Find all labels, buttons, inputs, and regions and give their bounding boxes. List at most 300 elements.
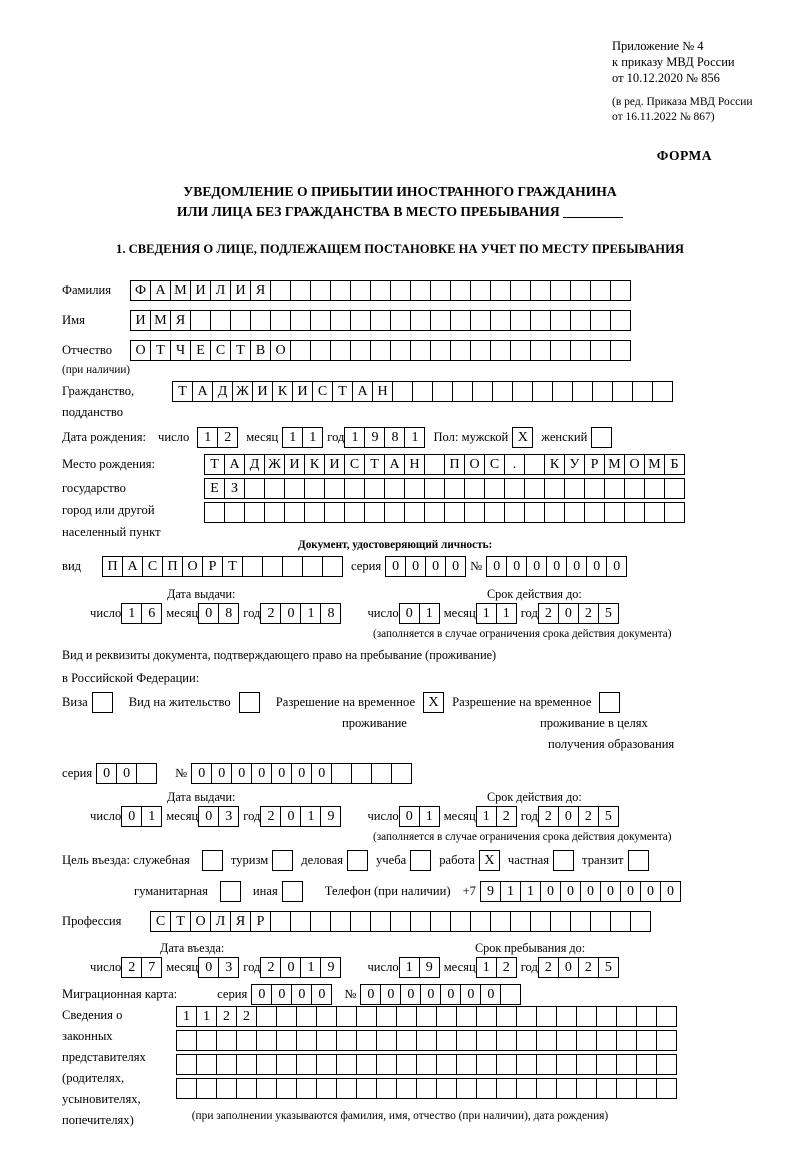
form-cell[interactable] (464, 478, 485, 499)
form-cell[interactable]: 0 (280, 806, 301, 827)
form-cell[interactable]: 0 (198, 957, 219, 978)
form-cell[interactable]: 1 (496, 603, 517, 624)
form-cell[interactable] (610, 310, 631, 331)
form-cell[interactable] (612, 381, 633, 402)
form-cell[interactable]: Р (250, 911, 271, 932)
form-cell[interactable] (590, 340, 611, 361)
form-cell[interactable]: 1 (300, 603, 321, 624)
form-cell[interactable] (436, 1030, 457, 1051)
form-cell[interactable]: З (224, 478, 245, 499)
form-cell[interactable]: И (230, 280, 251, 301)
form-cell[interactable]: Б (664, 454, 685, 475)
entry-day-input[interactable] (121, 957, 162, 978)
form-cell[interactable]: К (304, 454, 325, 475)
form-cell[interactable] (424, 478, 445, 499)
form-cell[interactable]: 0 (231, 763, 252, 784)
form-cell[interactable] (390, 280, 411, 301)
form-cell[interactable] (282, 556, 303, 577)
form-cell[interactable] (236, 1030, 257, 1051)
form-cell[interactable] (331, 763, 352, 784)
form-cell[interactable] (410, 911, 431, 932)
form-cell[interactable]: 0 (116, 763, 137, 784)
form-cell[interactable] (470, 280, 491, 301)
form-cell[interactable]: А (122, 556, 143, 577)
form-cell[interactable]: А (192, 381, 213, 402)
form-cell[interactable] (552, 381, 573, 402)
purpose-other-checkbox[interactable] (282, 881, 303, 902)
form-cell[interactable] (436, 1054, 457, 1075)
form-cell[interactable] (524, 454, 545, 475)
form-cell[interactable] (450, 310, 471, 331)
form-cell[interactable] (376, 1030, 397, 1051)
form-cell[interactable]: 2 (578, 603, 599, 624)
form-cell[interactable]: И (130, 310, 151, 331)
form-cell[interactable] (476, 1030, 497, 1051)
sex-male-checkbox[interactable]: Х (512, 427, 533, 448)
form-cell[interactable]: Е (204, 478, 225, 499)
form-cell[interactable] (224, 502, 245, 523)
form-cell[interactable] (490, 911, 511, 932)
form-cell[interactable] (262, 556, 283, 577)
form-cell[interactable] (264, 478, 285, 499)
sex-female-checkbox[interactable] (591, 427, 612, 448)
form-cell[interactable] (584, 478, 605, 499)
form-cell[interactable] (550, 310, 571, 331)
form-cell[interactable] (336, 1006, 357, 1027)
legal-rep-row-1-input[interactable] (176, 1006, 677, 1027)
form-cell[interactable] (376, 1054, 397, 1075)
form-cell[interactable]: 0 (198, 806, 219, 827)
form-cell[interactable]: 0 (380, 984, 401, 1005)
form-cell[interactable]: 1 (419, 603, 440, 624)
form-cell[interactable]: 0 (96, 763, 117, 784)
legal-rep-row-2-input[interactable] (176, 1030, 677, 1051)
form-cell[interactable] (596, 1006, 617, 1027)
form-cell[interactable] (316, 1006, 337, 1027)
form-cell[interactable] (392, 381, 413, 402)
form-cell[interactable]: 0 (311, 984, 332, 1005)
form-cell[interactable] (416, 1054, 437, 1075)
form-cell[interactable] (244, 478, 265, 499)
form-cell[interactable] (416, 1030, 437, 1051)
form-cell[interactable] (390, 340, 411, 361)
document-type-input[interactable] (102, 556, 343, 577)
issue-year-input[interactable] (260, 603, 341, 624)
form-cell[interactable] (310, 340, 331, 361)
form-cell[interactable]: 1 (302, 427, 323, 448)
form-cell[interactable] (504, 502, 525, 523)
form-cell[interactable] (176, 1054, 197, 1075)
form-cell[interactable]: 0 (400, 984, 421, 1005)
form-cell[interactable] (636, 1078, 657, 1099)
surname-input[interactable] (130, 280, 631, 301)
form-cell[interactable] (190, 310, 211, 331)
form-cell[interactable]: . (504, 454, 525, 475)
form-cell[interactable] (516, 1030, 537, 1051)
form-cell[interactable]: Я (230, 911, 251, 932)
form-cell[interactable] (536, 1006, 557, 1027)
form-cell[interactable] (624, 502, 645, 523)
form-cell[interactable]: 1 (419, 806, 440, 827)
form-cell[interactable]: 0 (546, 556, 567, 577)
form-cell[interactable] (296, 1054, 317, 1075)
form-cell[interactable]: 0 (558, 957, 579, 978)
form-cell[interactable] (396, 1054, 417, 1075)
form-cell[interactable] (570, 340, 591, 361)
form-cell[interactable]: 0 (600, 881, 621, 902)
form-cell[interactable]: 0 (271, 984, 292, 1005)
purpose-private-checkbox[interactable] (553, 850, 574, 871)
form-cell[interactable] (304, 502, 325, 523)
form-cell[interactable]: Т (364, 454, 385, 475)
form-cell[interactable] (370, 280, 391, 301)
form-cell[interactable]: 0 (440, 984, 461, 1005)
permit-valid-day-input[interactable] (399, 806, 440, 827)
purpose-study-checkbox[interactable] (410, 850, 431, 871)
form-cell[interactable] (476, 1006, 497, 1027)
form-cell[interactable]: 0 (460, 984, 481, 1005)
form-cell[interactable]: И (292, 381, 313, 402)
form-cell[interactable] (330, 280, 351, 301)
form-cell[interactable] (264, 502, 285, 523)
stay-day-input[interactable] (399, 957, 440, 978)
form-cell[interactable] (412, 381, 433, 402)
form-cell[interactable] (652, 381, 673, 402)
form-cell[interactable]: С (344, 454, 365, 475)
form-cell[interactable]: 1 (476, 806, 497, 827)
form-cell[interactable] (550, 340, 571, 361)
form-cell[interactable] (304, 478, 325, 499)
form-cell[interactable]: К (272, 381, 293, 402)
form-cell[interactable] (236, 1054, 257, 1075)
form-cell[interactable]: 5 (598, 806, 619, 827)
form-cell[interactable] (584, 502, 605, 523)
form-cell[interactable]: И (252, 381, 273, 402)
form-cell[interactable]: 0 (540, 881, 561, 902)
form-cell[interactable]: 0 (291, 984, 312, 1005)
form-cell[interactable]: 2 (578, 806, 599, 827)
form-cell[interactable] (476, 1078, 497, 1099)
form-cell[interactable] (556, 1006, 577, 1027)
form-cell[interactable]: И (324, 454, 345, 475)
form-cell[interactable] (490, 310, 511, 331)
form-cell[interactable] (302, 556, 323, 577)
form-cell[interactable]: О (190, 911, 211, 932)
form-cell[interactable]: А (224, 454, 245, 475)
form-cell[interactable] (564, 502, 585, 523)
form-cell[interactable]: В (250, 340, 271, 361)
phone-input[interactable] (480, 881, 681, 902)
form-cell[interactable] (270, 280, 291, 301)
form-cell[interactable]: П (102, 556, 123, 577)
form-cell[interactable]: 0 (560, 881, 581, 902)
permit-valid-month-input[interactable] (476, 806, 517, 827)
form-cell[interactable] (316, 1030, 337, 1051)
form-cell[interactable] (196, 1054, 217, 1075)
form-cell[interactable] (176, 1078, 197, 1099)
form-cell[interactable] (336, 1078, 357, 1099)
form-cell[interactable] (470, 340, 491, 361)
form-cell[interactable] (404, 502, 425, 523)
birthplace-row-1-input[interactable] (204, 454, 685, 475)
form-cell[interactable] (530, 911, 551, 932)
form-cell[interactable] (330, 340, 351, 361)
form-cell[interactable] (636, 1030, 657, 1051)
form-cell[interactable] (636, 1006, 657, 1027)
form-cell[interactable] (290, 280, 311, 301)
form-cell[interactable]: А (352, 381, 373, 402)
form-cell[interactable] (504, 478, 525, 499)
form-cell[interactable] (512, 381, 533, 402)
form-cell[interactable] (344, 502, 365, 523)
form-cell[interactable]: 0 (640, 881, 661, 902)
form-cell[interactable] (476, 1054, 497, 1075)
form-cell[interactable] (590, 280, 611, 301)
form-cell[interactable] (570, 911, 591, 932)
form-cell[interactable]: Т (204, 454, 225, 475)
form-cell[interactable] (472, 381, 493, 402)
form-cell[interactable] (350, 310, 371, 331)
form-cell[interactable]: С (484, 454, 505, 475)
form-cell[interactable] (330, 911, 351, 932)
form-cell[interactable]: 1 (197, 427, 218, 448)
form-cell[interactable] (536, 1078, 557, 1099)
form-cell[interactable] (576, 1054, 597, 1075)
form-cell[interactable] (616, 1078, 637, 1099)
form-cell[interactable]: Н (372, 381, 393, 402)
form-cell[interactable]: 9 (419, 957, 440, 978)
form-cell[interactable]: М (170, 280, 191, 301)
legal-rep-row-4-input[interactable] (176, 1078, 677, 1099)
form-cell[interactable] (444, 478, 465, 499)
form-cell[interactable] (490, 340, 511, 361)
form-cell[interactable] (296, 1030, 317, 1051)
form-cell[interactable] (456, 1030, 477, 1051)
form-cell[interactable] (310, 911, 331, 932)
form-cell[interactable] (336, 1054, 357, 1075)
form-cell[interactable] (450, 911, 471, 932)
form-cell[interactable]: Я (170, 310, 191, 331)
form-cell[interactable]: 0 (486, 556, 507, 577)
form-cell[interactable] (510, 280, 531, 301)
form-cell[interactable] (610, 911, 631, 932)
form-cell[interactable] (510, 310, 531, 331)
form-cell[interactable] (436, 1078, 457, 1099)
form-cell[interactable]: 1 (399, 957, 420, 978)
form-cell[interactable] (656, 1054, 677, 1075)
form-cell[interactable] (604, 478, 625, 499)
form-cell[interactable]: Р (202, 556, 223, 577)
form-cell[interactable] (290, 340, 311, 361)
form-cell[interactable]: П (162, 556, 183, 577)
form-cell[interactable]: М (150, 310, 171, 331)
form-cell[interactable] (636, 1054, 657, 1075)
form-cell[interactable]: 0 (121, 806, 142, 827)
form-cell[interactable]: 2 (236, 1006, 257, 1027)
form-cell[interactable] (390, 310, 411, 331)
form-cell[interactable]: 8 (320, 603, 341, 624)
form-cell[interactable] (576, 1030, 597, 1051)
permit-issue-month-input[interactable] (198, 806, 239, 827)
valid-month-input[interactable] (476, 603, 517, 624)
form-cell[interactable] (404, 478, 425, 499)
form-cell[interactable]: С (312, 381, 333, 402)
form-cell[interactable] (396, 1078, 417, 1099)
form-cell[interactable]: П (444, 454, 465, 475)
form-cell[interactable] (656, 1006, 677, 1027)
patronymic-input[interactable] (130, 340, 631, 361)
form-cell[interactable] (592, 381, 613, 402)
form-cell[interactable] (610, 340, 631, 361)
permit-issue-day-input[interactable] (121, 806, 162, 827)
form-cell[interactable] (524, 478, 545, 499)
form-cell[interactable] (270, 911, 291, 932)
form-cell[interactable] (371, 763, 392, 784)
form-cell[interactable] (364, 502, 385, 523)
migration-number-input[interactable] (360, 984, 521, 1005)
form-cell[interactable] (296, 1006, 317, 1027)
form-cell[interactable] (664, 502, 685, 523)
form-cell[interactable] (496, 1030, 517, 1051)
form-cell[interactable] (464, 502, 485, 523)
form-cell[interactable] (416, 1078, 437, 1099)
form-cell[interactable] (250, 310, 271, 331)
form-cell[interactable]: 2 (578, 957, 599, 978)
form-cell[interactable] (356, 1006, 377, 1027)
form-cell[interactable]: 0 (660, 881, 681, 902)
form-cell[interactable] (496, 1054, 517, 1075)
form-cell[interactable] (396, 1006, 417, 1027)
form-cell[interactable]: 5 (598, 957, 619, 978)
form-cell[interactable]: А (150, 280, 171, 301)
form-cell[interactable]: 1 (404, 427, 425, 448)
form-cell[interactable] (444, 502, 465, 523)
form-cell[interactable] (510, 911, 531, 932)
form-cell[interactable] (436, 1006, 457, 1027)
form-cell[interactable]: Л (210, 280, 231, 301)
form-cell[interactable] (236, 1078, 257, 1099)
form-cell[interactable] (336, 1030, 357, 1051)
form-cell[interactable] (536, 1030, 557, 1051)
form-cell[interactable]: 3 (218, 957, 239, 978)
form-cell[interactable] (656, 1078, 677, 1099)
form-cell[interactable] (136, 763, 157, 784)
form-cell[interactable]: 0 (620, 881, 641, 902)
form-cell[interactable] (276, 1054, 297, 1075)
form-cell[interactable] (364, 478, 385, 499)
form-cell[interactable] (310, 310, 331, 331)
form-cell[interactable] (284, 478, 305, 499)
form-cell[interactable] (384, 502, 405, 523)
form-cell[interactable]: 0 (399, 806, 420, 827)
form-cell[interactable] (324, 478, 345, 499)
form-cell[interactable]: 2 (496, 957, 517, 978)
form-cell[interactable]: 2 (496, 806, 517, 827)
purpose-work-checkbox[interactable]: Х (479, 850, 500, 871)
form-cell[interactable] (470, 911, 491, 932)
form-cell[interactable] (590, 911, 611, 932)
form-cell[interactable] (596, 1078, 617, 1099)
form-cell[interactable] (216, 1054, 237, 1075)
form-cell[interactable]: И (190, 280, 211, 301)
form-cell[interactable]: 0 (506, 556, 527, 577)
purpose-humanitarian-checkbox[interactable] (220, 881, 241, 902)
form-cell[interactable]: 2 (216, 1006, 237, 1027)
form-cell[interactable]: 0 (198, 603, 219, 624)
form-cell[interactable] (556, 1078, 577, 1099)
document-series-input[interactable] (385, 556, 466, 577)
birth-year-input[interactable] (344, 427, 425, 448)
form-cell[interactable]: Т (170, 911, 191, 932)
form-cell[interactable] (570, 280, 591, 301)
form-cell[interactable]: 0 (425, 556, 446, 577)
form-cell[interactable]: 2 (538, 603, 559, 624)
permit-number-input[interactable] (191, 763, 412, 784)
form-cell[interactable] (644, 478, 665, 499)
purpose-transit-checkbox[interactable] (628, 850, 649, 871)
form-cell[interactable] (596, 1030, 617, 1051)
form-cell[interactable] (536, 1054, 557, 1075)
form-cell[interactable]: 3 (218, 806, 239, 827)
form-cell[interactable] (616, 1006, 637, 1027)
form-cell[interactable]: Ж (232, 381, 253, 402)
form-cell[interactable]: Н (404, 454, 425, 475)
form-cell[interactable]: 2 (260, 806, 281, 827)
form-cell[interactable] (391, 763, 412, 784)
form-cell[interactable] (284, 502, 305, 523)
form-cell[interactable]: 0 (558, 603, 579, 624)
form-cell[interactable] (430, 340, 451, 361)
form-cell[interactable]: 0 (420, 984, 441, 1005)
form-cell[interactable]: У (564, 454, 585, 475)
form-cell[interactable]: Е (190, 340, 211, 361)
form-cell[interactable] (484, 478, 505, 499)
form-cell[interactable] (470, 310, 491, 331)
form-cell[interactable] (176, 1030, 197, 1051)
form-cell[interactable] (456, 1006, 477, 1027)
form-cell[interactable]: Ж (264, 454, 285, 475)
form-cell[interactable] (276, 1030, 297, 1051)
form-cell[interactable]: Т (230, 340, 251, 361)
form-cell[interactable] (630, 911, 651, 932)
form-cell[interactable]: 0 (211, 763, 232, 784)
form-cell[interactable]: М (644, 454, 665, 475)
form-cell[interactable] (196, 1030, 217, 1051)
form-cell[interactable] (430, 911, 451, 932)
form-cell[interactable]: 9 (320, 957, 341, 978)
form-cell[interactable] (456, 1078, 477, 1099)
form-cell[interactable]: 0 (580, 881, 601, 902)
form-cell[interactable] (430, 310, 451, 331)
form-cell[interactable] (496, 1006, 517, 1027)
residence-permit-checkbox[interactable] (239, 692, 260, 713)
form-cell[interactable] (596, 1054, 617, 1075)
form-cell[interactable] (290, 911, 311, 932)
form-cell[interactable]: 1 (500, 881, 521, 902)
form-cell[interactable]: 2 (260, 957, 281, 978)
form-cell[interactable] (576, 1078, 597, 1099)
form-cell[interactable] (196, 1078, 217, 1099)
form-cell[interactable] (572, 381, 593, 402)
form-cell[interactable]: О (464, 454, 485, 475)
form-cell[interactable] (322, 556, 343, 577)
form-cell[interactable] (324, 502, 345, 523)
form-cell[interactable] (410, 310, 431, 331)
form-cell[interactable]: 8 (384, 427, 405, 448)
form-cell[interactable]: Т (332, 381, 353, 402)
form-cell[interactable] (270, 310, 291, 331)
form-cell[interactable]: 0 (291, 763, 312, 784)
